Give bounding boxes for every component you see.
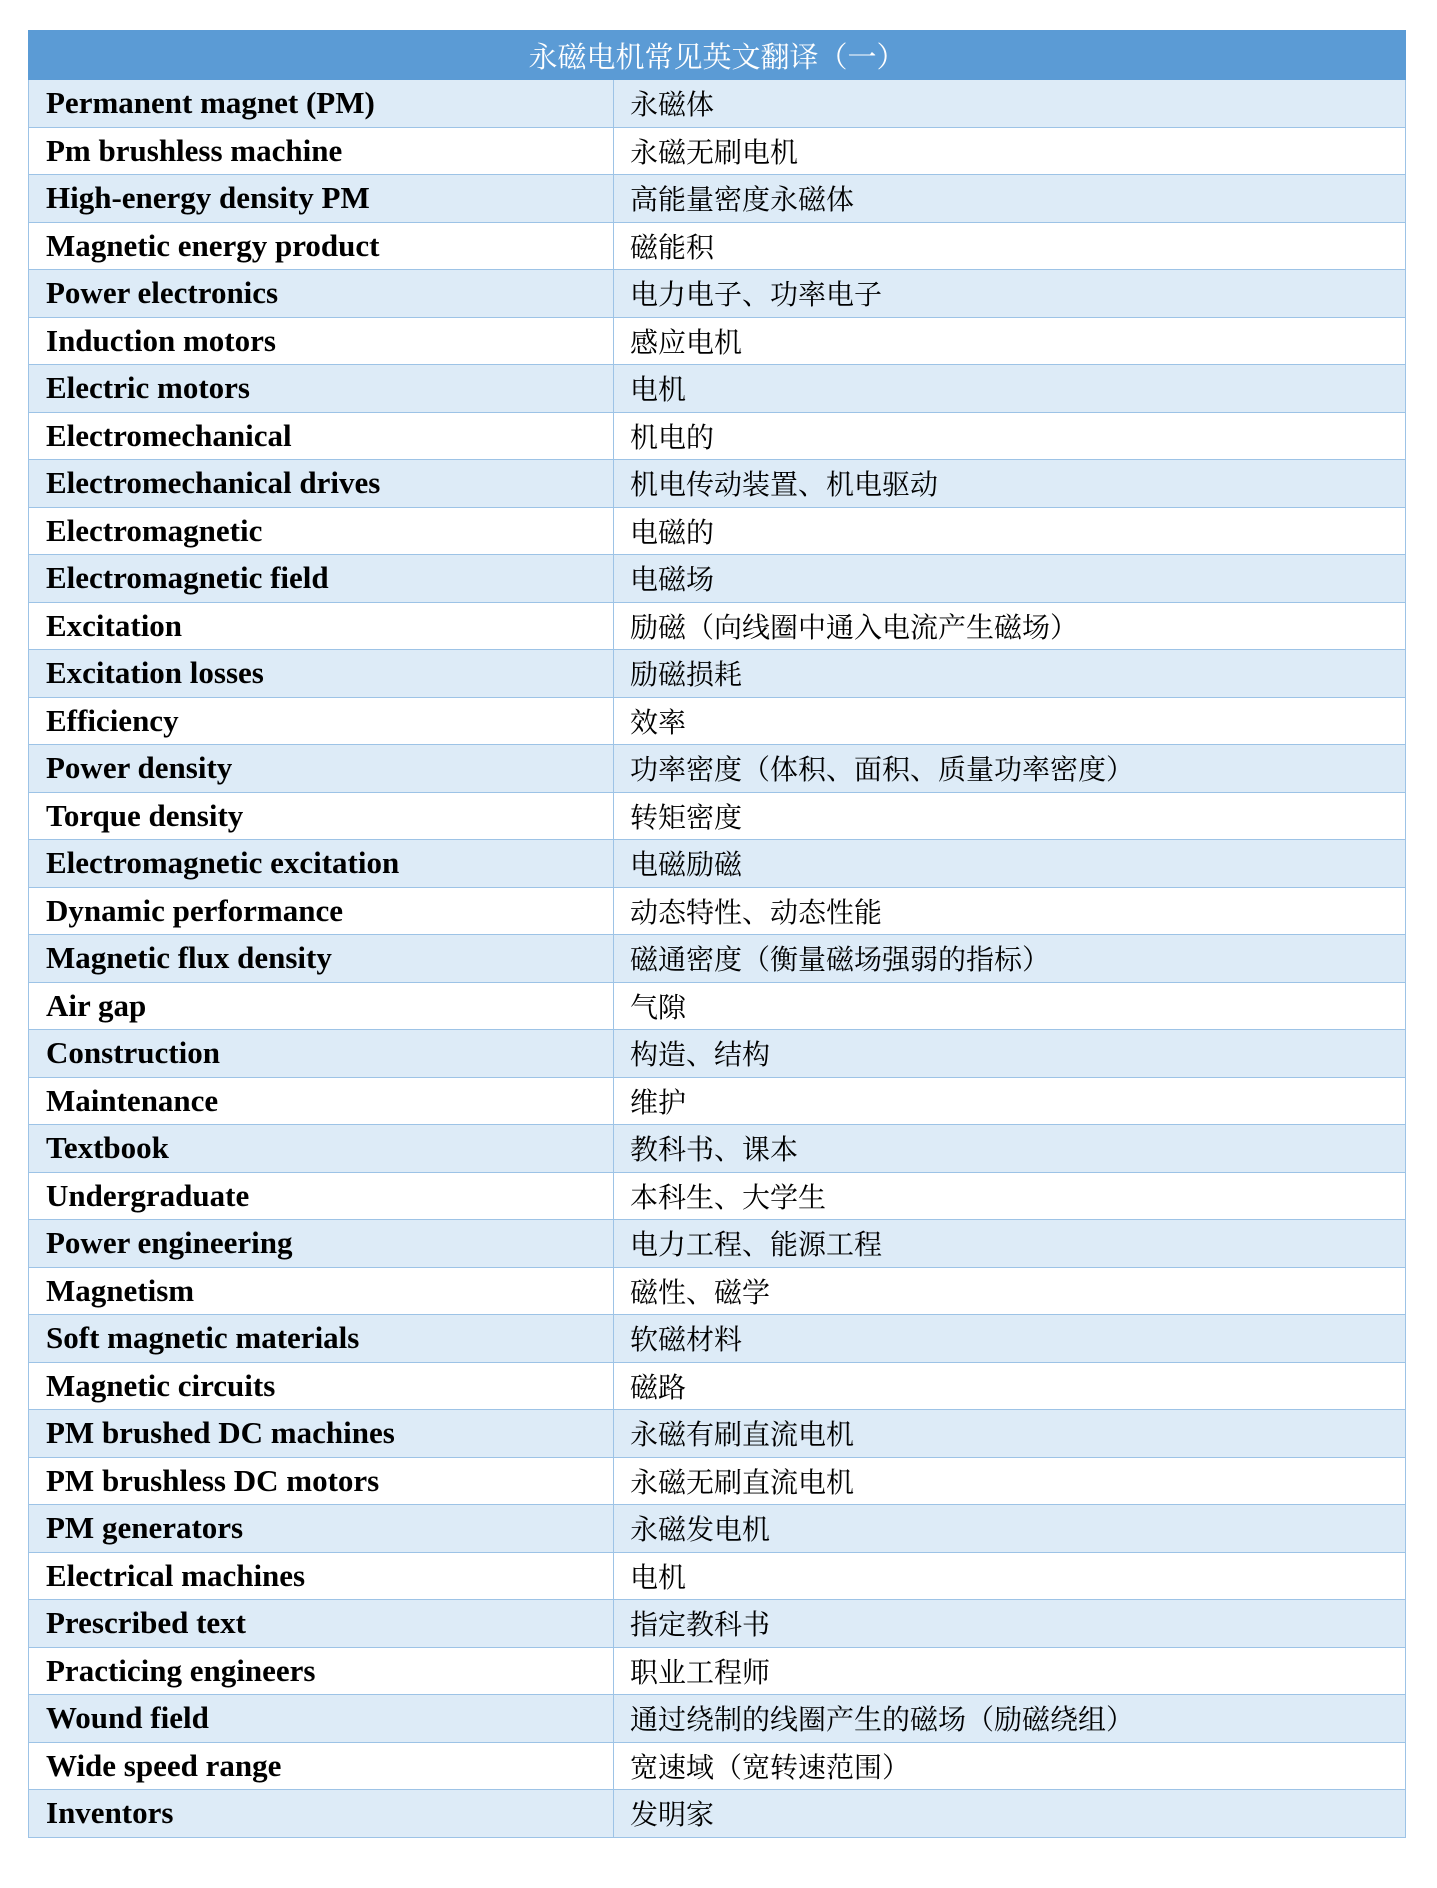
english-term: Induction motors (29, 317, 614, 365)
chinese-term: 宽速域（宽转速范围） (614, 1742, 1406, 1790)
english-term: Magnetism (29, 1267, 614, 1315)
chinese-term: 构造、结构 (614, 1030, 1406, 1078)
chinese-term: 高能量密度永磁体 (614, 175, 1406, 223)
english-term: Maintenance (29, 1077, 614, 1125)
chinese-term: 功率密度（体积、面积、质量功率密度） (614, 745, 1406, 793)
table-row (29, 1410, 1406, 1458)
english-term: Magnetic flux density (29, 935, 614, 983)
chinese-term: 机电传动装置、机电驱动 (614, 460, 1406, 508)
table-row (29, 1790, 1406, 1838)
table-row (29, 1172, 1406, 1220)
chinese-term: 永磁无刷电机 (614, 127, 1406, 175)
chinese-term: 机电的 (614, 412, 1406, 460)
table-row (29, 1600, 1406, 1648)
english-term: PM brushed DC machines (29, 1410, 614, 1458)
english-term: Dynamic performance (29, 887, 614, 935)
translation-table (28, 30, 1406, 1838)
english-term: Prescribed text (29, 1600, 614, 1648)
table-row (29, 1315, 1406, 1363)
chinese-term: 永磁有刷直流电机 (614, 1410, 1406, 1458)
english-term: Textbook (29, 1125, 614, 1173)
table-row (29, 222, 1406, 270)
chinese-term: 电力电子、功率电子 (614, 270, 1406, 318)
english-term: Electrical machines (29, 1552, 614, 1600)
english-term: Electromechanical drives (29, 460, 614, 508)
chinese-term: 永磁无刷直流电机 (614, 1457, 1406, 1505)
table-row (29, 935, 1406, 983)
chinese-term: 感应电机 (614, 317, 1406, 365)
table-row (29, 507, 1406, 555)
chinese-term: 永磁发电机 (614, 1505, 1406, 1553)
table-row (29, 1077, 1406, 1125)
english-term: Excitation (29, 602, 614, 650)
table-row (29, 1505, 1406, 1553)
table-row (29, 127, 1406, 175)
chinese-term: 气隙 (614, 982, 1406, 1030)
table-row (29, 745, 1406, 793)
chinese-term: 维护 (614, 1077, 1406, 1125)
english-term: Magnetic energy product (29, 222, 614, 270)
english-term: Electromagnetic (29, 507, 614, 555)
table-row (29, 412, 1406, 460)
chinese-term: 电力工程、能源工程 (614, 1220, 1406, 1268)
chinese-term: 磁能积 (614, 222, 1406, 270)
table-row (29, 792, 1406, 840)
table-row (29, 175, 1406, 223)
table-row (29, 1695, 1406, 1743)
chinese-term: 转矩密度 (614, 792, 1406, 840)
chinese-term: 本科生、大学生 (614, 1172, 1406, 1220)
chinese-term: 软磁材料 (614, 1315, 1406, 1363)
table-row (29, 1125, 1406, 1173)
table-row (29, 602, 1406, 650)
english-term: Pm brushless machine (29, 127, 614, 175)
table-row (29, 982, 1406, 1030)
chinese-term: 磁路 (614, 1362, 1406, 1410)
english-term: Excitation losses (29, 650, 614, 698)
table-row (29, 840, 1406, 888)
english-term: Wide speed range (29, 1742, 614, 1790)
english-term: Permanent magnet (PM) (29, 80, 614, 128)
english-term: Electromagnetic excitation (29, 840, 614, 888)
english-term: Wound field (29, 1695, 614, 1743)
table-row (29, 1742, 1406, 1790)
english-term: Electric motors (29, 365, 614, 413)
english-term: Magnetic circuits (29, 1362, 614, 1410)
table-row (29, 1030, 1406, 1078)
table-row (29, 1362, 1406, 1410)
english-term: Electromagnetic field (29, 555, 614, 603)
table-row (29, 887, 1406, 935)
english-term: High-energy density PM (29, 175, 614, 223)
chinese-term: 磁通密度（衡量磁场强弱的指标） (614, 935, 1406, 983)
chinese-term: 电磁的 (614, 507, 1406, 555)
english-term: Torque density (29, 792, 614, 840)
table-row (29, 555, 1406, 603)
chinese-term: 效率 (614, 697, 1406, 745)
english-term: Efficiency (29, 697, 614, 745)
chinese-term: 励磁损耗 (614, 650, 1406, 698)
chinese-term: 永磁体 (614, 80, 1406, 128)
english-term: Power engineering (29, 1220, 614, 1268)
english-term: Electromechanical (29, 412, 614, 460)
table-row (29, 1647, 1406, 1695)
table-row (29, 1267, 1406, 1315)
english-term: PM generators (29, 1505, 614, 1553)
table-row (29, 460, 1406, 508)
table-row (29, 697, 1406, 745)
table-title: 永磁电机常见英文翻译（一） (29, 31, 1406, 80)
chinese-term: 教科书、课本 (614, 1125, 1406, 1173)
english-term: Undergraduate (29, 1172, 614, 1220)
table-row (29, 1220, 1406, 1268)
chinese-term: 通过绕制的线圈产生的磁场（励磁绕组） (614, 1695, 1406, 1743)
chinese-term: 电磁场 (614, 555, 1406, 603)
table-row (29, 1552, 1406, 1600)
table-row (29, 365, 1406, 413)
chinese-term: 动态特性、动态性能 (614, 887, 1406, 935)
english-term: Power density (29, 745, 614, 793)
table-row (29, 650, 1406, 698)
table-row (29, 317, 1406, 365)
table-row (29, 1457, 1406, 1505)
english-term: Construction (29, 1030, 614, 1078)
english-term: Practicing engineers (29, 1647, 614, 1695)
chinese-term: 磁性、磁学 (614, 1267, 1406, 1315)
english-term: Air gap (29, 982, 614, 1030)
chinese-term: 指定教科书 (614, 1600, 1406, 1648)
english-term: Power electronics (29, 270, 614, 318)
table-row (29, 270, 1406, 318)
english-term: PM brushless DC motors (29, 1457, 614, 1505)
chinese-term: 职业工程师 (614, 1647, 1406, 1695)
table-row (29, 80, 1406, 128)
english-term: Inventors (29, 1790, 614, 1838)
chinese-term: 电磁励磁 (614, 840, 1406, 888)
chinese-term: 发明家 (614, 1790, 1406, 1838)
english-term: Soft magnetic materials (29, 1315, 614, 1363)
chinese-term: 电机 (614, 1552, 1406, 1600)
chinese-term: 电机 (614, 365, 1406, 413)
chinese-term: 励磁（向线圈中通入电流产生磁场） (614, 602, 1406, 650)
